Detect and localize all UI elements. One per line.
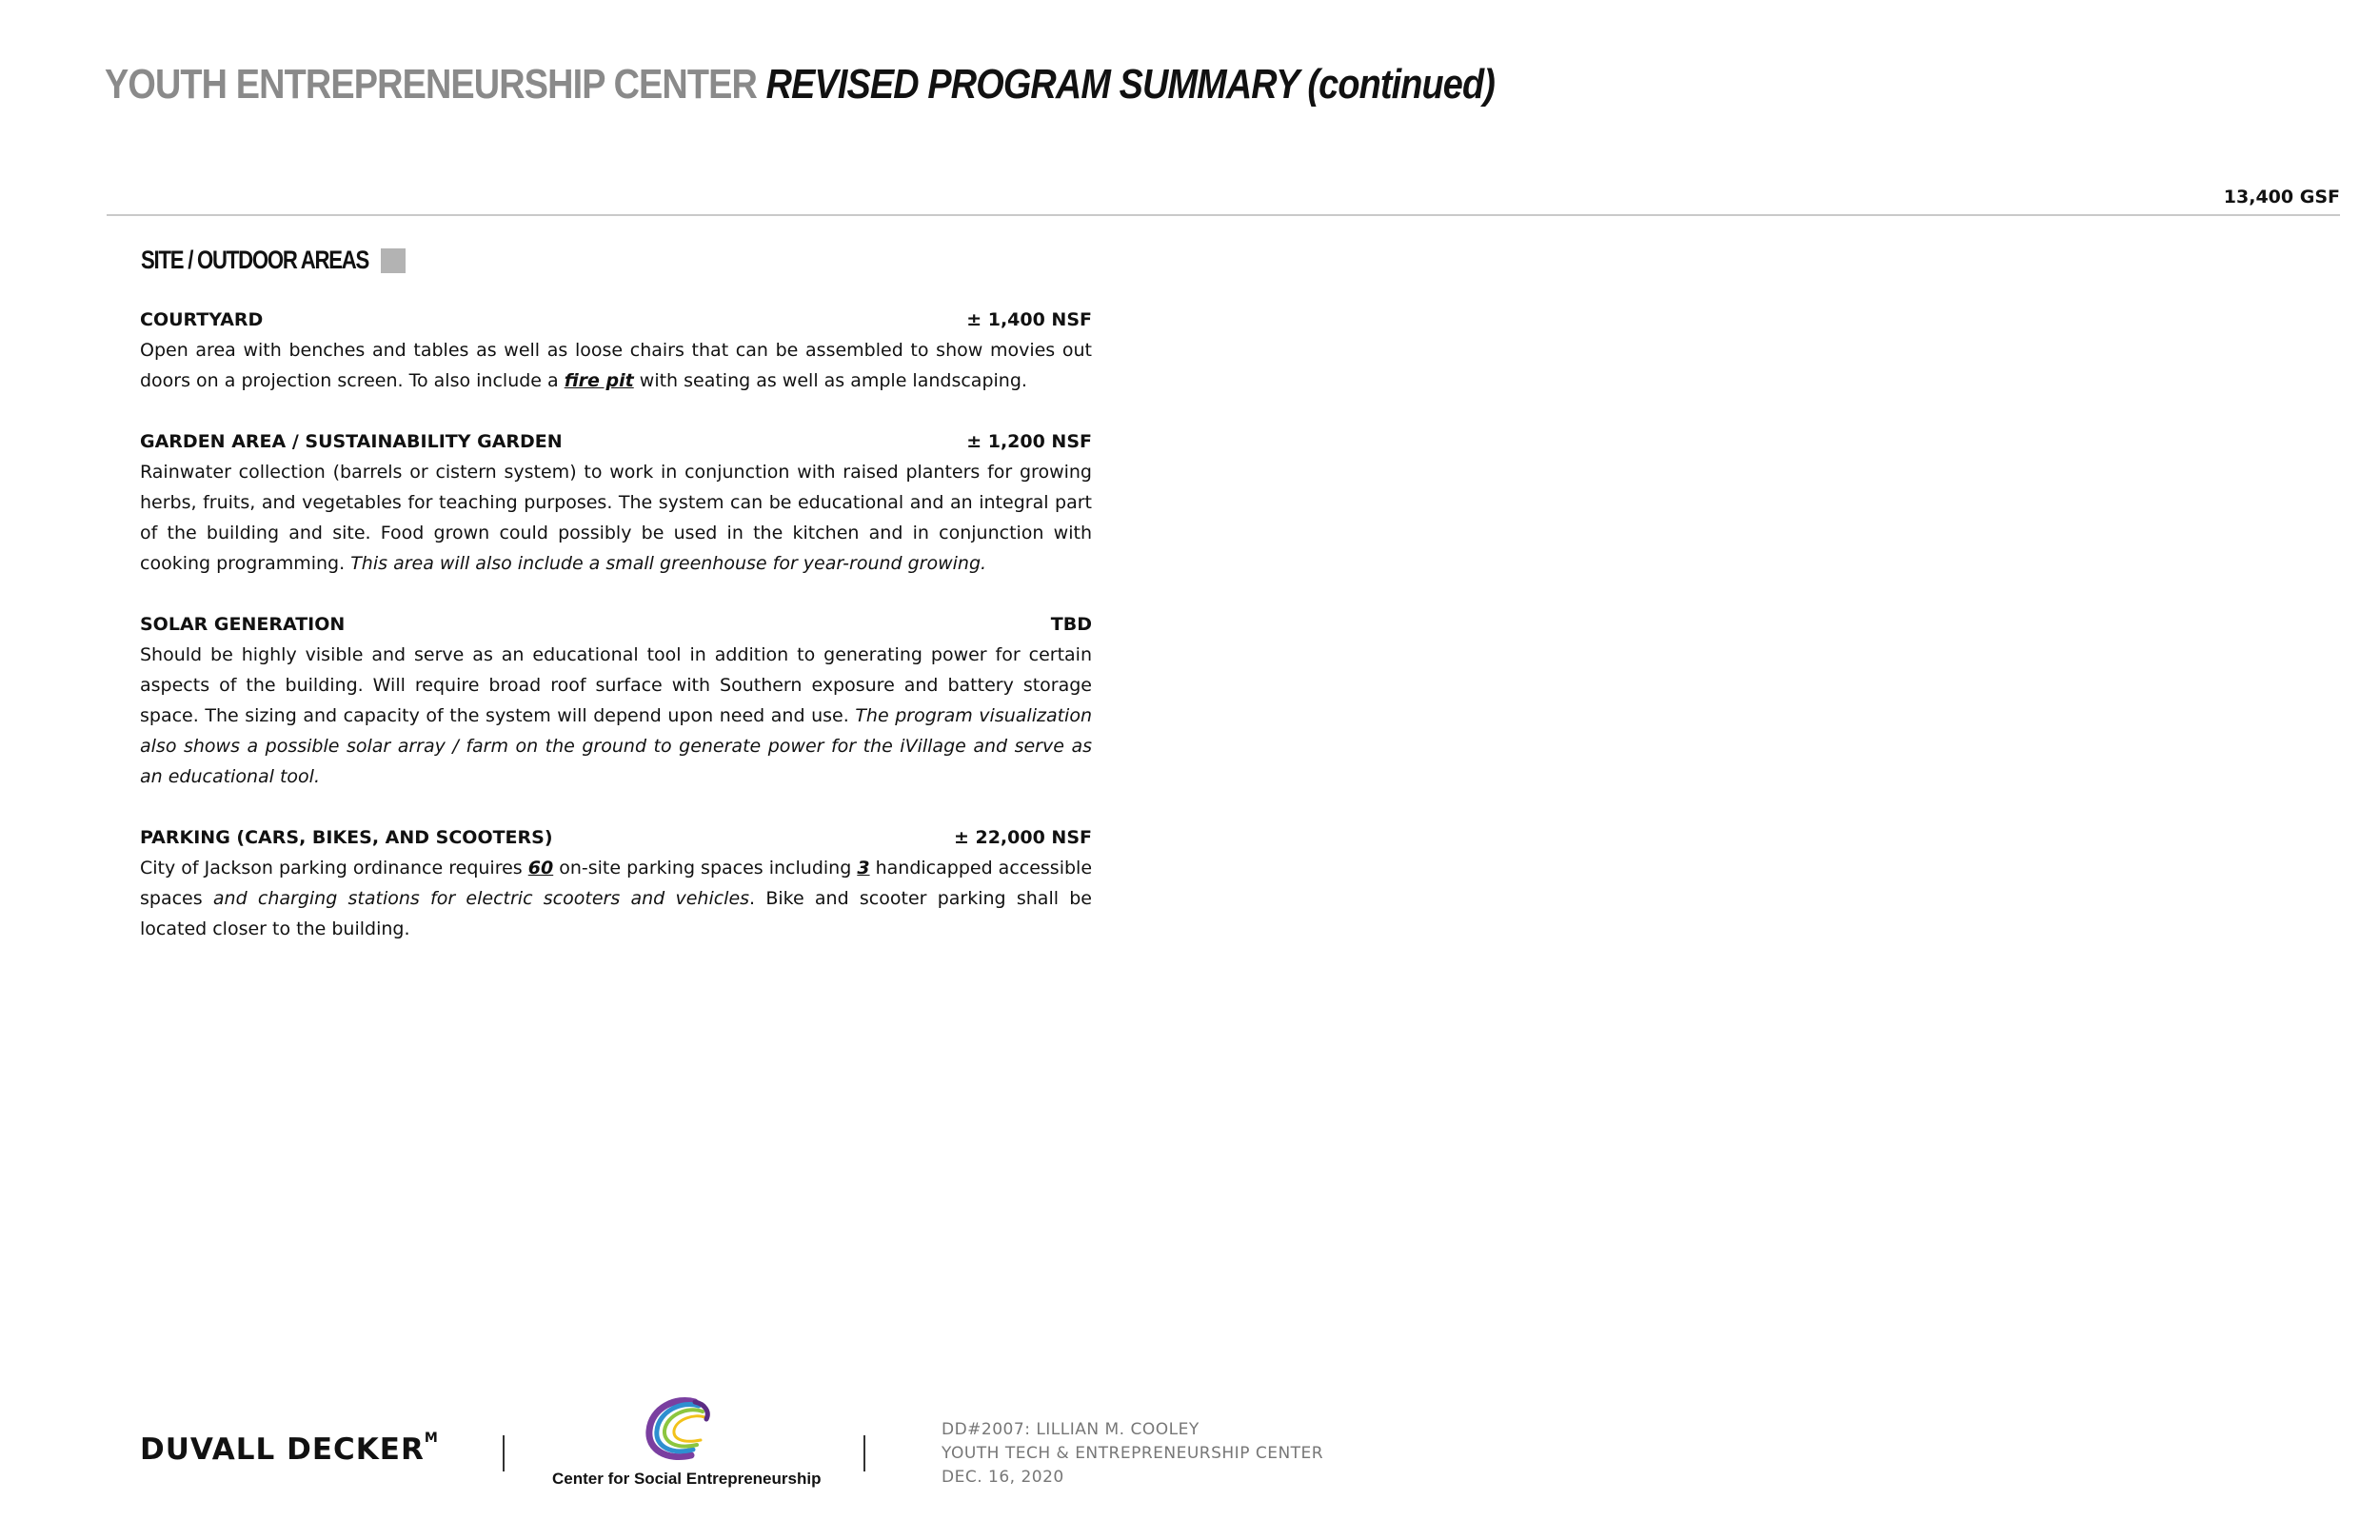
item-name: SOLAR GENERATION	[140, 614, 346, 635]
desc-emphasis: 60	[527, 858, 554, 879]
item-area: ± 1,400 NSF	[966, 309, 1092, 330]
item-name: COURTYARD	[140, 309, 264, 330]
project-name: YOUTH TECH & ENTREPRENEURSHIP CENTER	[942, 1444, 1324, 1463]
footer-divider	[503, 1435, 505, 1471]
program-item-solar	[140, 609, 1092, 792]
duvall-decker-logo	[140, 1432, 439, 1467]
desc-text: City of Jackson parking ordinance requires	[140, 858, 528, 879]
program-item-courtyard	[140, 305, 1092, 396]
page-title-prefix: YOUTH ENTREPRENEURSHIP CENTER	[105, 61, 766, 108]
program-list	[140, 305, 1092, 975]
desc-italic: The program visualization also shows a possible solar array / farm on the ground to generate power for the iVillage and serve as an educational tool.	[140, 705, 1092, 787]
desc-text: Open area with benches and tables as well as loose chairs that can be assembled to show movies out doors on a projection screen. To also include a	[140, 340, 1092, 391]
page-title	[105, 61, 1495, 109]
partner-name: Center for Social Entrepreneurship	[552, 1470, 822, 1488]
project-info	[942, 1418, 1323, 1490]
item-header	[140, 822, 1092, 853]
desc-text: Should be highly visible and serve as an educational tool in addition to generating power for certain aspects of the building. Will require broad roof surface with Southern exposure and battery storage space. The sizing and capacity of the system will depend upon need and use.	[140, 644, 1092, 726]
desc-italic: and charging stations for electric scooters and vehicles	[212, 888, 750, 909]
desc-text: . Bike and scooter parking shall be located closer to the building.	[140, 888, 1092, 939]
section-heading	[141, 246, 406, 275]
desc-italic: This area will also include a small greenhouse for year-round growing.	[350, 553, 987, 574]
item-header	[140, 305, 1092, 335]
program-item-parking	[140, 822, 1092, 944]
item-description	[140, 457, 1092, 579]
section-marker-icon	[381, 248, 406, 273]
project-date: DEC. 16, 2020	[942, 1468, 1064, 1487]
section-title: SITE / OUTDOOR AREAS	[141, 246, 369, 274]
desc-emphasis: 3	[857, 858, 870, 879]
desc-text: handicapped accessible spaces	[140, 858, 1093, 909]
header-divider	[107, 214, 2340, 216]
page-title-main: REVISED PROGRAM SUMMARY (continued)	[765, 61, 1495, 108]
item-area: ± 1,200 NSF	[966, 431, 1092, 452]
item-header	[140, 609, 1092, 640]
item-area: TBD	[1050, 614, 1092, 635]
footer-divider	[863, 1435, 865, 1471]
desc-emphasis: fire pit	[564, 370, 634, 391]
item-area: ± 22,000 NSF	[953, 827, 1092, 848]
total-gsf: 13,400 GSF	[2223, 187, 2340, 207]
item-description	[140, 640, 1092, 792]
desc-text: on-site parking spaces including	[553, 858, 858, 879]
desc-text: Rainwater collection (barrels or cistern system) to work in conjunction with raised planters for growing herbs, fruits, and vegetables for teaching purposes. The system can be educational and an integral part of the building and site. Food grown could possibly be used in the kitchen and in conjunction with cooking programming.	[140, 462, 1092, 574]
item-name: PARKING (CARS, BIKES, AND SCOOTERS)	[140, 827, 553, 848]
brand-name: DUVALL DECKER	[140, 1432, 425, 1467]
cse-swirl-logo-icon	[638, 1392, 724, 1469]
item-description	[140, 335, 1092, 396]
brand-mark: M	[424, 1431, 439, 1446]
item-header	[140, 426, 1092, 457]
program-item-garden	[140, 426, 1092, 579]
item-name: GARDEN AREA / SUSTAINABILITY GARDEN	[140, 431, 563, 452]
project-number: DD#2007: LILLIAN M. COOLEY	[942, 1420, 1200, 1439]
item-description	[140, 853, 1092, 944]
desc-text: with seating as well as ample landscaping.	[633, 370, 1027, 391]
